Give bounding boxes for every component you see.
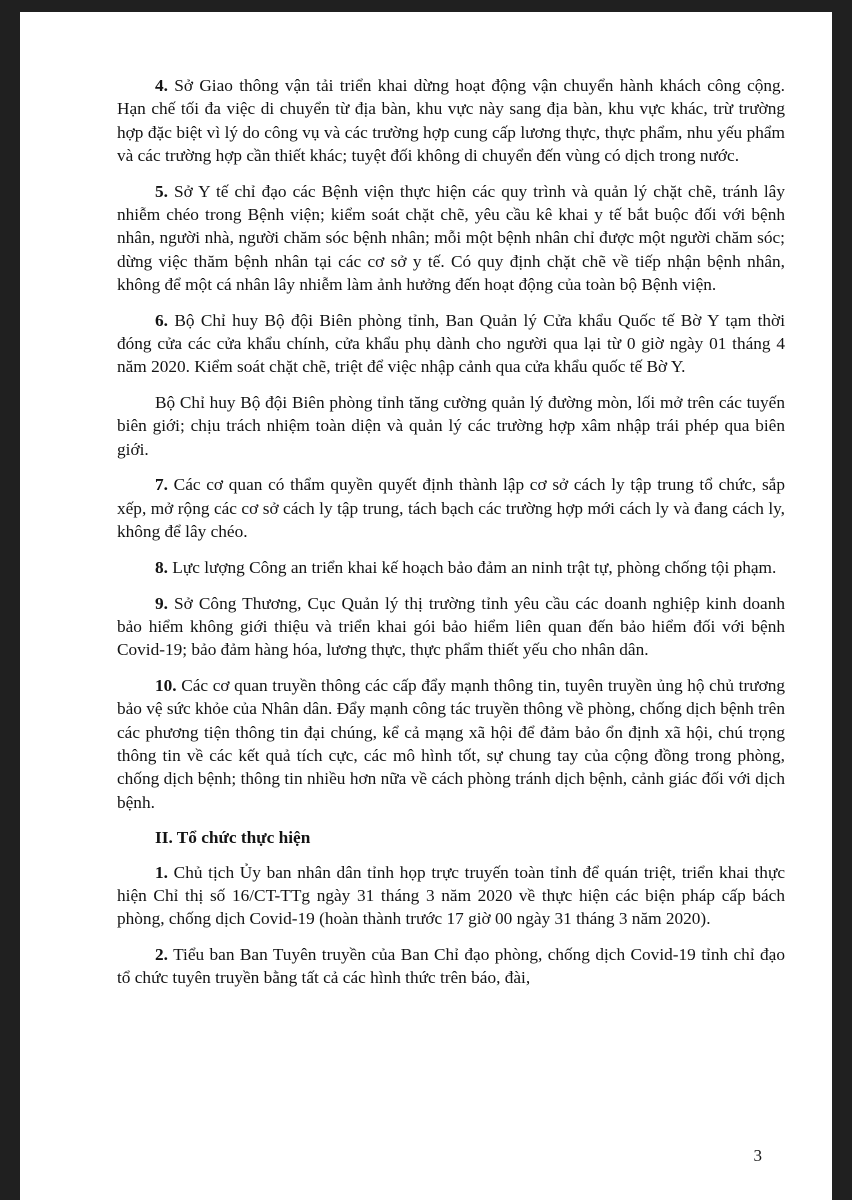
document-page — [20, 12, 832, 1200]
section-heading: II. Tổ chức thực hiện — [155, 828, 311, 848]
section-paragraph-2: 2. Tiểu ban Ban Tuyên truyền của Ban Chỉ đạo phòng, chống dịch Covid-19 tỉnh chỉ đạo tổ chức tuyên truyền bằng tất cả các hình thức trên báo, đài, — [117, 945, 785, 988]
paragraph-5: 5. Sở Y tế chỉ đạo các Bệnh viện thực hiện các quy trình và quản lý chặt chẽ, tránh lây nhiễm chéo trong Bệnh viện; kiểm soát chặt chẽ, yêu cầu kê khai y tế bắt buộc đối với bệnh nhân, người nhà, người chăm sóc bệnh nhân; mỗi một bệnh nhân chỉ được một người chăm sóc; dừng việc thăm bệnh nhân tại các cơ sở y tế. Có quy định chặt chẽ về tiếp nhận bệnh nhân, không để một cá nhân lây nhiễm làm ảnh hưởng đến hoạt động của toàn bộ Bệnh viện. — [117, 181, 785, 294]
paragraph-9: 9. Sở Công Thương, Cục Quản lý thị trường tỉnh yêu cầu các doanh nghiệp kinh doanh bảo hiểm không giới thiệu và triển khai gói bảo hiểm liên quan đến bảo hiểm đối với bệnh Covid-19; bảo đảm hàng hóa, lương thực, thực phẩm thiết yếu cho nhân dân. — [117, 593, 785, 660]
paragraph-7: 7. Các cơ quan có thẩm quyền quyết định thành lập cơ sở cách ly tập trung tổ chức, sắp xếp, mở rộng các cơ sở cách ly tập trung, tách bạch các trường hợp mới cách ly và đang cách ly, không để lây chéo. — [117, 475, 785, 542]
paragraph-8: 8. Lực lượng Công an triển khai kế hoạch bảo đảm an ninh trật tự, phòng chống tội phạm. — [155, 557, 777, 577]
paragraph-4: 4. Sở Giao thông vận tải triển khai dừng hoạt động vận chuyển hành khách công cộng. Hạn chế tối đa việc di chuyển từ địa bàn, khu vực này sang địa bàn, khu vực khác, trừ trường hợp đặc biệt vì lý do công vụ và các trường hợp cung cấp lương thực, thực phẩm, nhu yếu phẩm và các trường hợp cần thiết khác; tuyệt đối không di chuyển đến vùng có dịch trong nước. — [117, 76, 785, 165]
document-body — [117, 74, 785, 1002]
page-number: 3 — [753, 1146, 762, 1165]
paragraph-6: 6. Bộ Chỉ huy Bộ đội Biên phòng tỉnh, Ban Quản lý Cửa khẩu Quốc tế Bờ Y tạm thời đóng cửa các cửa khẩu chính, cửa khẩu phụ dành cho người qua lại từ 0 giờ ngày 01 tháng 4 năm 2020. Kiểm soát chặt chẽ, triệt để việc nhập cảnh qua cửa khẩu quốc tế Bờ Y. — [117, 310, 785, 377]
section-paragraph-1: 1. Chủ tịch Ủy ban nhân dân tỉnh họp trực truyến toàn tỉnh để quán triệt, triển khai thực hiện Chỉ thị số 16/CT-TTg ngày 31 tháng 3 năm 2020 về thực hiện các biện pháp cấp bách phòng, chống dịch Covid-19 (hoàn thành trước 17 giờ 00 ngày 31 tháng 3 năm 2020). — [117, 862, 785, 929]
paragraph-10: 10. Các cơ quan truyền thông các cấp đẩy mạnh thông tin, tuyên truyền ủng hộ chủ trương bảo vệ sức khỏe của Nhân dân. Đẩy mạnh công tác truyền thông về phòng, chống dịch bệnh trên các phương tiện thông tin đại chúng, kể cả mạng xã hội để đảm bảo ổn định xã hội, chú trọng thông tin về các kết quả tích cực, các mô hình tốt, sự chung tay của cộng đồng trong phòng, chống dịch bệnh; thông tin nhiều hơn nữa về cách phòng tránh dịch bệnh, cảnh giác đối với dịch bệnh. — [117, 676, 785, 812]
paragraph-6-continued: Bộ Chỉ huy Bộ đội Biên phòng tỉnh tăng cường quản lý đường mòn, lối mở trên các tuyến biên giới; chịu trách nhiệm toàn diện và quản lý các trường hợp xâm nhập trái phép qua biên giới. — [117, 393, 785, 459]
